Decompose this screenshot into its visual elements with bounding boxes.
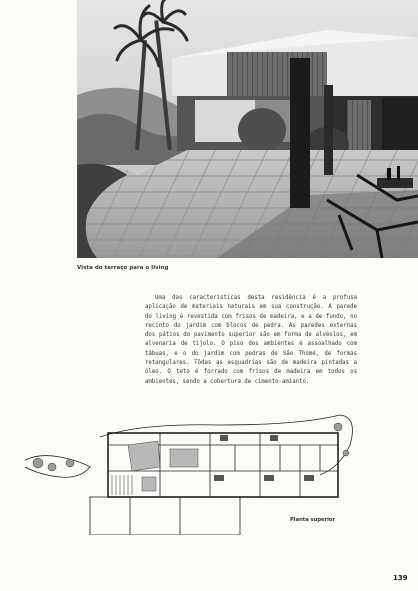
article-text: Uma das características desta residência é a profusa aplicação de materiais naturais em sua construção. A parede do living é revestida com frisos de madeira, e a de fundo, no recinto do jardim com blocos de pedra. As paredes externas dos pátios do pavimento superior são em forma de alvéolos, em alvenaria de tijolo. O piso dos ambientes é assoalhado com tábuas, e o do jardim com pedras de São Thomé, de formas retangulares. Tôdas as esquadrias são de madeira pintadas a óleo. O teto é forrado com frisos de madeira em todos os ambientes, sendo a cobertura de cimento-amianto. (145, 295, 357, 385)
photo-caption: Vista do terraço para o living (77, 265, 169, 271)
article-paragraph (145, 294, 357, 387)
plan-label: Planta superior (290, 517, 336, 523)
page-number: 139 (393, 574, 408, 582)
terrace-living-photo-icon (77, 0, 418, 258)
terrace-photo (77, 0, 418, 258)
floor-plan-drawing-icon (20, 405, 360, 535)
